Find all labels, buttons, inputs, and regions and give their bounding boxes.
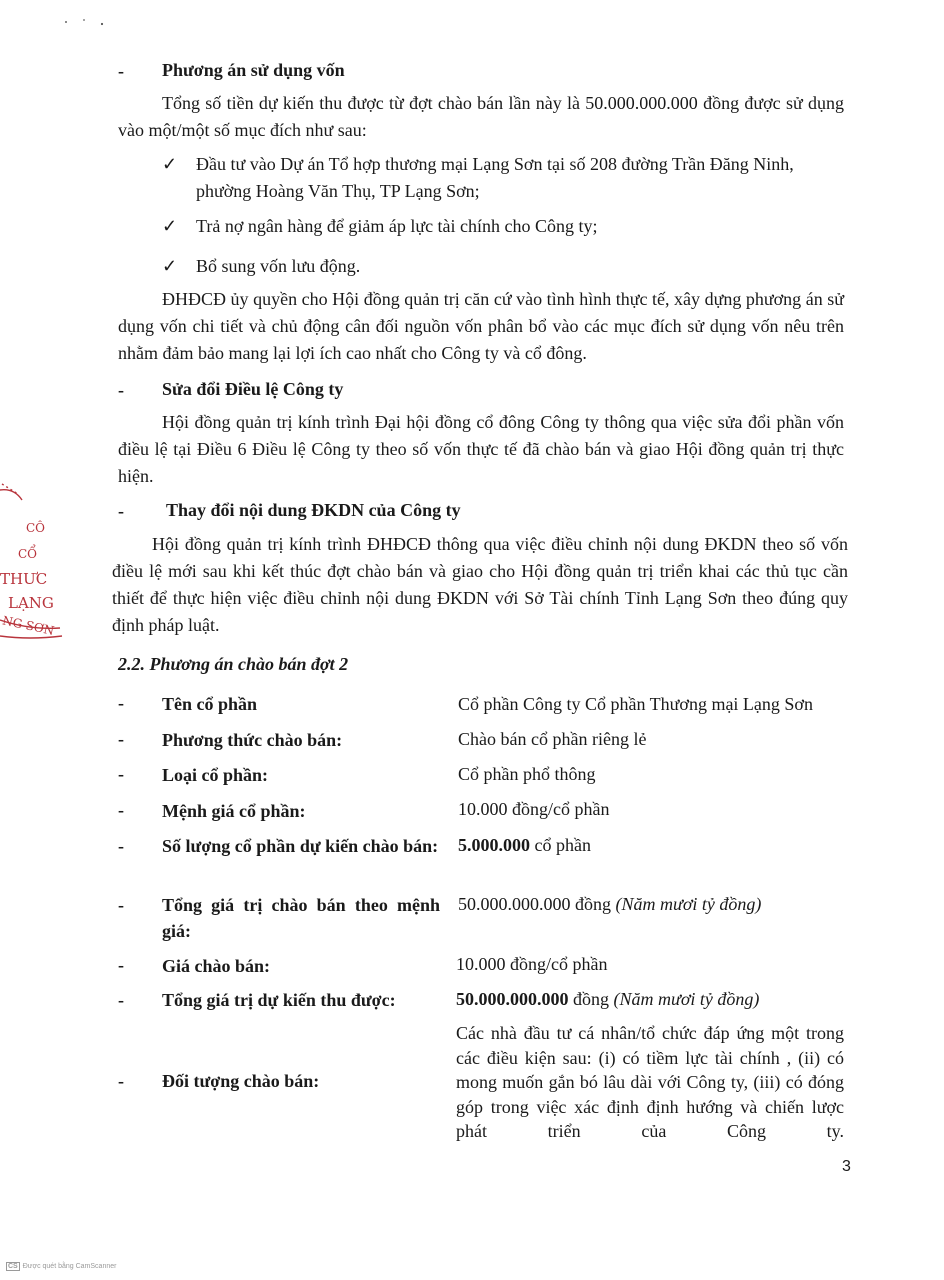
row-value-method: Chào bán cổ phần riêng lẻ: [458, 729, 647, 749]
row-label-total-par: Tổng giá trị chào bán theo mệnh giá:: [162, 895, 440, 941]
row-label-par-value: Mệnh giá cổ phần:: [162, 801, 306, 821]
row-value-share-name: Cổ phần Công ty Cổ phần Thương mại Lạng Sơn: [458, 694, 813, 714]
bullet-dash: -: [118, 800, 124, 820]
bullet-dash: -: [118, 61, 124, 81]
expected-proceeds-unit: đồng: [568, 989, 614, 1009]
row-label-expected-proceeds: Tổng giá trị dự kiến thu được:: [162, 990, 396, 1010]
scanner-text: Được quét bằng CamScanner: [22, 1263, 117, 1270]
scanner-badge: CS: [8, 1263, 18, 1270]
total-par-words: (Năm mươi tỷ đồng): [615, 894, 762, 914]
bullet-dash: -: [118, 729, 124, 749]
total-par-amount: 50.000.000.000 đồng: [458, 894, 616, 914]
bullet-dash: -: [118, 380, 124, 400]
list-item: [162, 253, 852, 280]
authorization-paragraph: ĐHĐCĐ ủy quyền cho Hội đồng quản trị căn cứ vào tình hình thực tế, xây dựng phương án sử dụng vốn chi tiết và chủ động cân đối nguồn vốn phân bổ vào các mục đích sử dụng vốn nêu trên nhằm đảm bảo mang lại lợi ích cao nhất cho Công ty và cổ đông.: [118, 289, 844, 363]
bullet-dash: -: [118, 895, 124, 915]
row-value-expected-proceeds: [456, 986, 846, 1012]
list-item-text: Bổ sung vốn lưu động.: [196, 256, 361, 276]
row-value-par-value: 10.000 đồng/cổ phần: [458, 799, 610, 819]
registration-paragraph: Hội đồng quản trị kính trình ĐHĐCĐ thông qua việc điều chỉnh nội dung ĐKDN theo số vốn điều lệ mới sau khi kết thúc đợt chào bán và giao cho Hội đồng quản trị triển khai các thủ tục cần thiết để thực hiện việc điều chỉnh nội dung ĐKDN với Sở Tài chính Tỉnh Lạng Sơn theo đúng quy định pháp luật.: [112, 534, 848, 635]
check-icon: ✓: [162, 256, 178, 276]
row-label-investors: Đối tượng chào bán:: [162, 1071, 320, 1091]
row-label-method: Phương thức chào bán:: [162, 730, 343, 750]
scan-specks: [62, 14, 122, 28]
svg-text:THƯC: THƯC: [0, 570, 48, 588]
row-value-total-par: [458, 891, 848, 917]
svg-text:CÔ: CÔ: [26, 521, 46, 535]
check-icon: ✓: [162, 154, 178, 174]
charter-amendment-paragraph: Hội đồng quản trị kính trình Đại hội đồng cổ đông Công ty thông qua việc sửa đổi phần vốn điều lệ tại Điều 6 Điều lệ Công ty theo số vốn thực tế đã chào bán và giao Hội đồng quản trị thực hiện.: [118, 412, 844, 486]
subsection-title: 2.2. Phương án chào bán đợt 2: [118, 654, 349, 674]
row-value-offer-price: 10.000 đồng/cổ phần: [456, 954, 608, 974]
svg-text:LẠNG: LẠNG: [8, 594, 54, 612]
section-heading-charter: Sửa đổi Điều lệ Công ty: [162, 379, 344, 399]
bullet-dash: -: [118, 836, 124, 856]
svg-text:CỔ: CỔ: [18, 547, 38, 561]
list-item: [162, 213, 852, 240]
bullet-dash: -: [118, 764, 124, 784]
row-value-share-quantity: [458, 832, 848, 858]
expected-proceeds-number: 50.000.000.000: [456, 989, 569, 1009]
section-heading-capital-use: Phương án sử dụng vốn: [162, 60, 345, 80]
list-item-text: Đầu tư vào Dự án Tổ hợp thương mại Lạng Sơn tại số 208 đường Trần Đăng Ninh, phường Hoàng Văn Thụ, TP Lạng Sơn;: [196, 154, 794, 201]
expected-proceeds-words: (Năm mươi tỷ đồng): [613, 989, 760, 1009]
list-item-text: Trả nợ ngân hàng để giảm áp lực tài chính cho Công ty;: [196, 216, 598, 236]
row-label-offer-price: Giá chào bán:: [162, 956, 271, 976]
row-label-share-quantity: Số lượng cổ phần dự kiến chào bán:: [162, 836, 439, 856]
row-value-investors: Các nhà đầu tư cá nhân/tổ chức đáp ứng một trong các điều kiện sau: (i) có tiềm lực tài chính , (ii) có mong muốn gắn bó lâu dài với Công ty, (iii) có đóng góp trong việc xác định định hướng và chiến lược phát triển của Công ty.: [456, 1023, 844, 1141]
page-number: 3: [842, 1158, 851, 1175]
svg-text:NG SƠN: NG SƠN: [1, 613, 56, 638]
bullet-dash: -: [118, 955, 124, 975]
section-heading-registration: Thay đổi nội dung ĐKDN của Công ty: [166, 500, 461, 520]
row-value-share-type: Cổ phần phổ thông: [458, 764, 596, 784]
check-icon: ✓: [162, 216, 178, 236]
company-seal-fragment: [0, 480, 64, 650]
row-label-share-name: Tên cổ phần: [162, 694, 258, 714]
row-label-share-type: Loại cổ phần:: [162, 765, 269, 785]
bullet-dash: -: [118, 693, 124, 713]
scanner-watermark: [6, 1262, 116, 1271]
bullet-dash: -: [118, 1071, 124, 1091]
share-quantity-unit: cổ phần: [530, 835, 591, 855]
share-quantity-number: 5.000.000: [458, 835, 530, 855]
list-item: [162, 151, 852, 205]
bullet-dash: -: [118, 990, 124, 1010]
bullet-dash: -: [118, 501, 124, 521]
capital-use-intro: Tổng số tiền dự kiến thu được từ đợt chào bán lần này là 50.000.000.000 đồng được sử dụng vào một/một số mục đích như sau:: [118, 93, 844, 140]
